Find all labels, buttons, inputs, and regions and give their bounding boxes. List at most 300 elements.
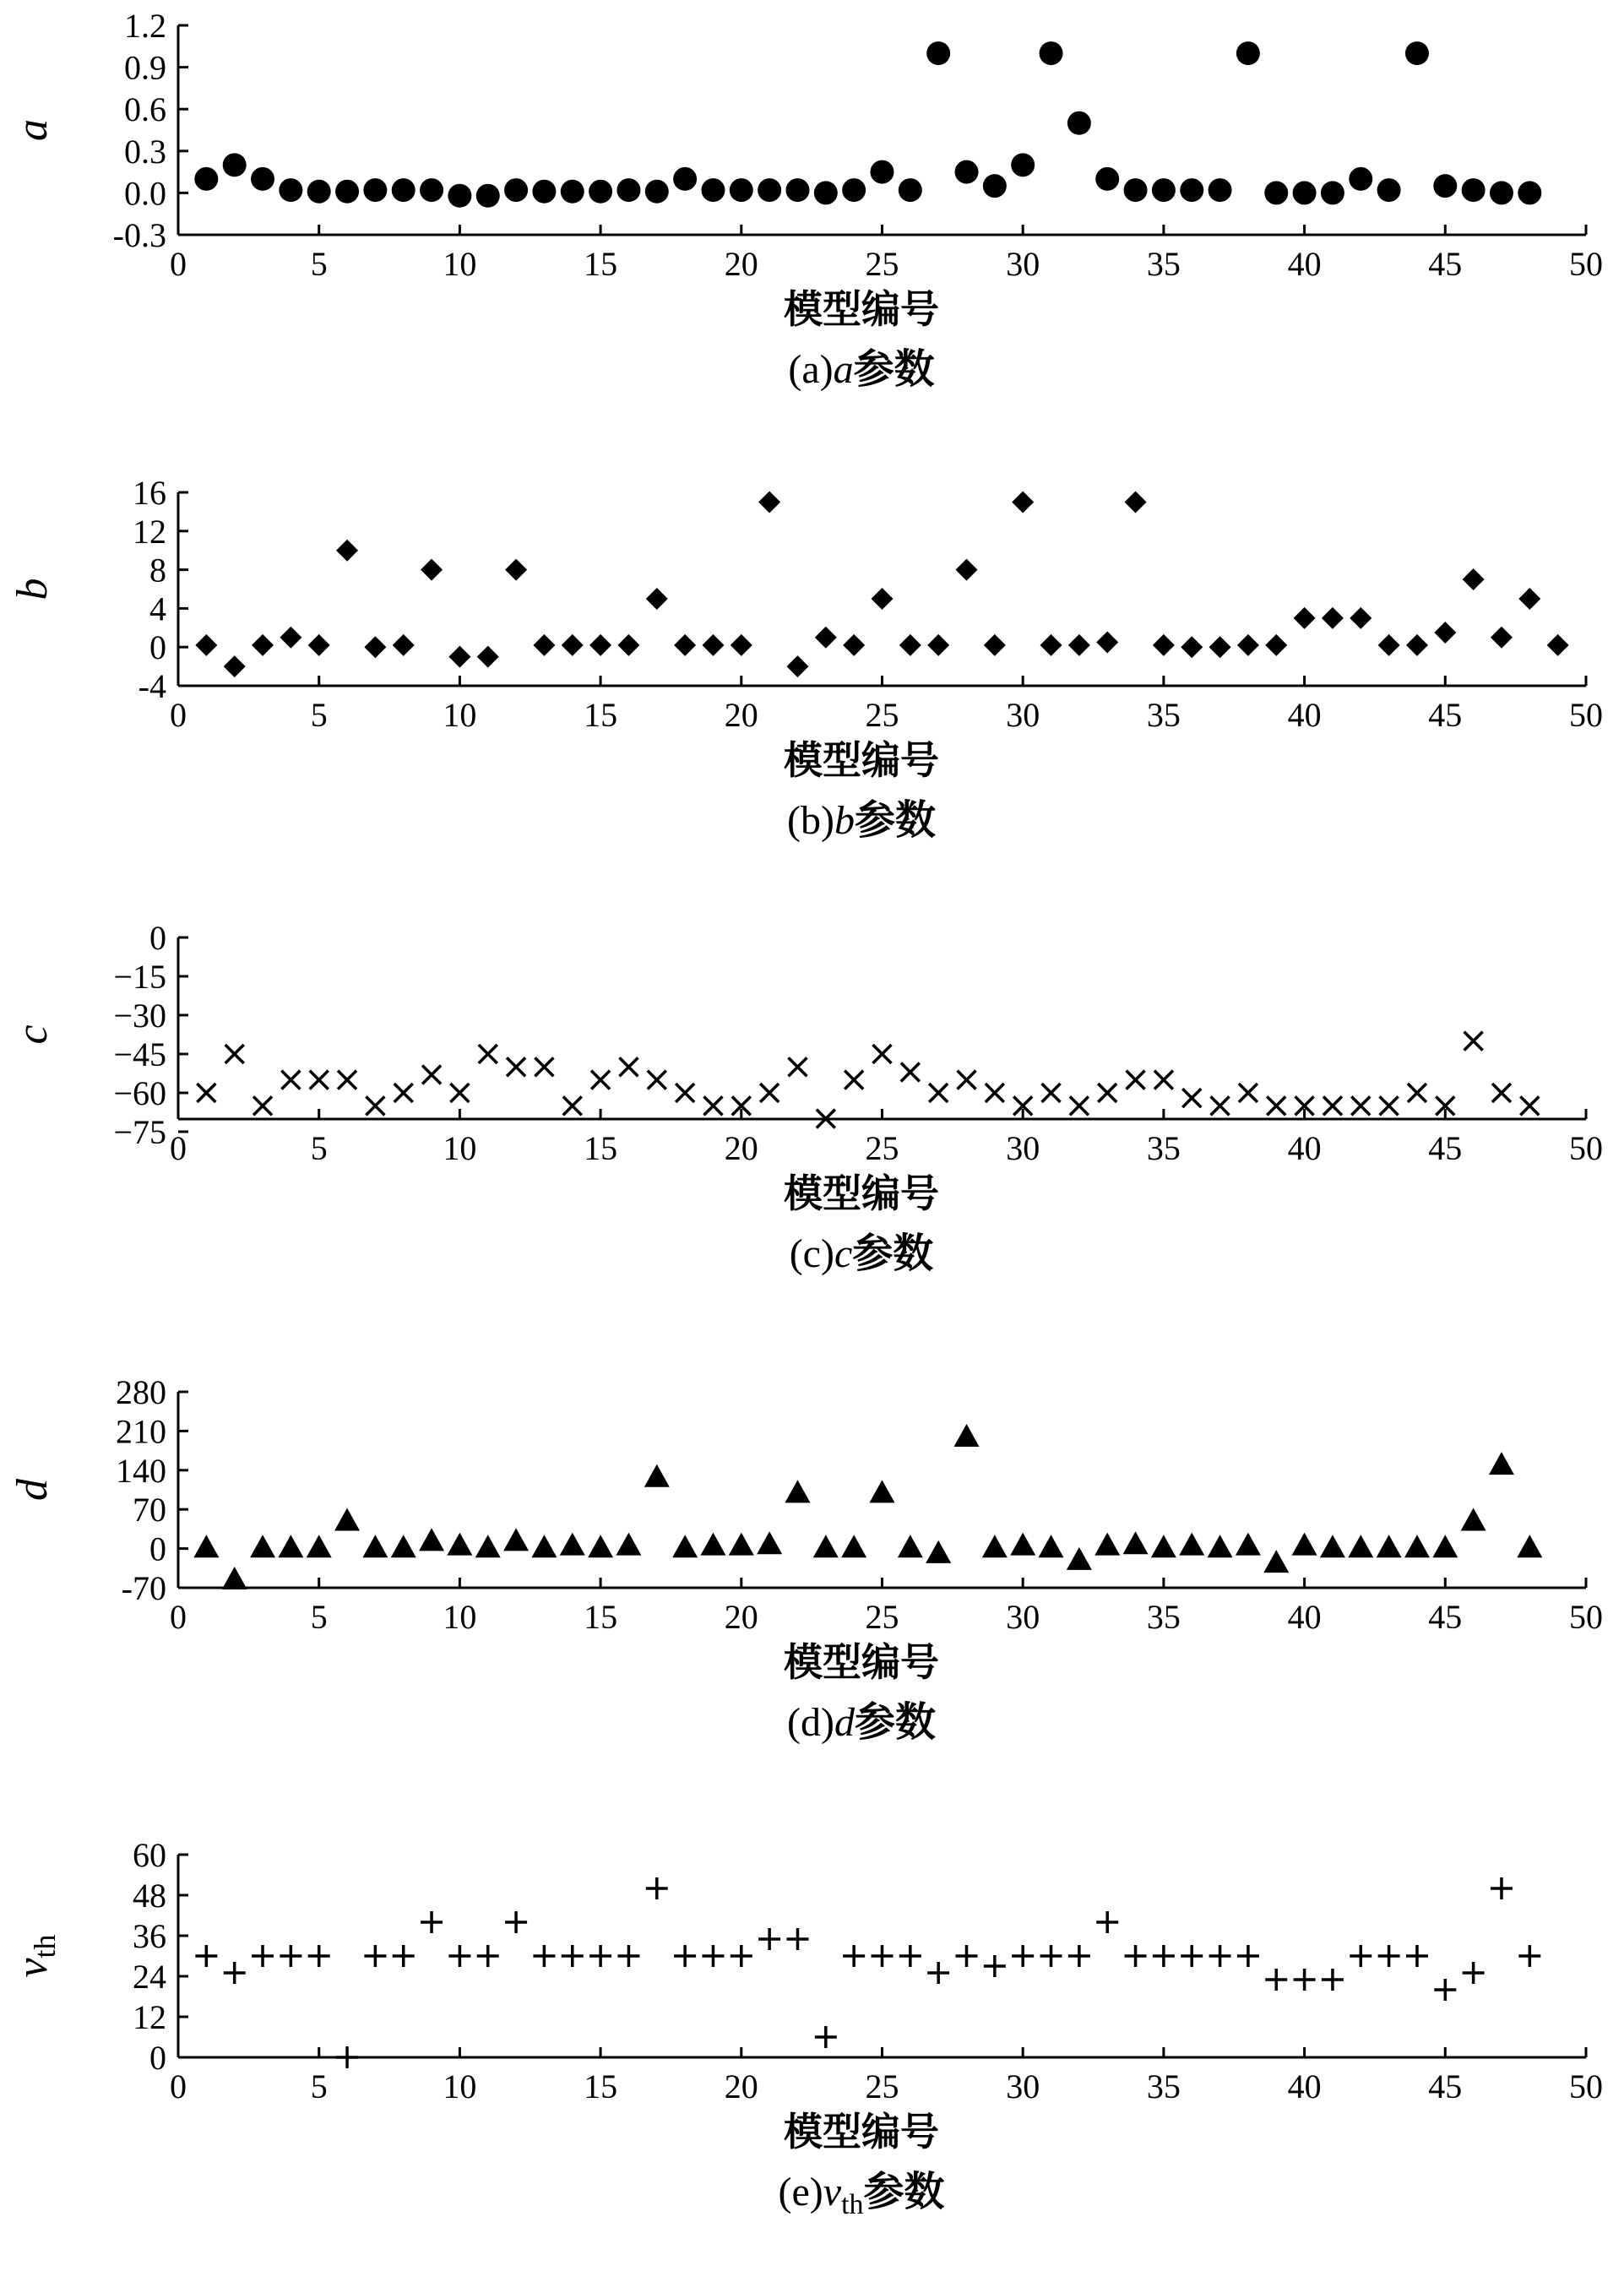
data-point [1489,1452,1514,1475]
data-point [1406,1945,1428,1967]
data-point [531,1535,557,1557]
data-point [1292,1533,1317,1556]
y-axis-label [8,1478,57,1501]
y-tick-label: −45 [113,1035,166,1073]
data-point [503,1528,529,1551]
x-tick-label: 10 [443,1598,477,1636]
data-point [560,1533,585,1556]
data-point [617,634,639,656]
data-point [222,1567,247,1589]
data-point [674,634,696,656]
y-tick-label: 36 [133,1917,166,1955]
data-point [1181,636,1203,658]
x-axis-title: 模型编号 [784,739,939,782]
data-point [702,1945,724,1967]
y-tick-label: 0 [149,2039,166,2077]
data-point [1380,1096,1399,1115]
data-point [479,1045,497,1063]
x-tick-label: 35 [1146,1598,1181,1636]
y-axis-label [8,1934,62,1977]
data-point [421,559,443,581]
y-tick-label: 280 [116,1373,166,1411]
data-point [1067,1547,1092,1570]
x-tick-label: 20 [724,1598,758,1636]
data-point [1547,634,1569,656]
data-point [392,178,416,202]
data-point [336,2046,358,2068]
chart-panel-2 [8,919,1603,1276]
y-tick-label: -70 [121,1569,166,1607]
data-point [760,1084,779,1102]
data-point [646,1877,668,1899]
data-point [785,1480,810,1502]
x-tick-label: 35 [1146,696,1181,734]
data-point [224,1962,246,1984]
data-point [1039,1535,1064,1557]
panel-caption [787,798,936,843]
data-point [1265,634,1287,656]
data-point [252,634,274,656]
data-point [644,1464,670,1487]
caption-suffix: 参数 [863,2170,945,2214]
caption-prefix: (b) [787,798,834,843]
data-point [901,1062,920,1081]
data-point [619,1057,638,1076]
data-point [616,1533,641,1556]
data-point [1040,41,1063,65]
data-point [1462,178,1485,202]
x-tick-label: 10 [443,245,477,283]
y-tick-label: 0 [149,628,166,667]
y-tick-label: 0 [149,1529,166,1568]
data-point [505,1911,527,1933]
data-point [676,1084,694,1102]
data-point [533,1945,555,1967]
data-point [394,1084,413,1102]
data-point [1181,1945,1203,1967]
data-point [1040,1945,1062,1967]
data-point [364,636,386,658]
data-point [1294,1969,1316,1991]
data-point [1096,631,1118,653]
x-tick-label: 30 [1006,1129,1040,1167]
data-point [448,184,471,208]
x-tick-label: 30 [1006,245,1040,283]
data-point [703,1096,722,1115]
y-axis-label [8,579,57,600]
data-point [1067,111,1091,135]
data-point [447,1533,472,1556]
x-axis-title: 模型编号 [784,1641,939,1684]
caption-suffix: 参数 [854,1700,936,1745]
y-tick-label: 0.9 [124,48,166,87]
x-tick-label: 40 [1287,245,1322,283]
data-point [841,1535,866,1557]
data-point [1236,1533,1261,1556]
data-point [1264,181,1288,204]
data-point [253,1096,272,1115]
caption-prefix: (d) [787,1700,834,1745]
data-point [310,1071,329,1089]
data-point [505,559,527,581]
data-point [1406,634,1428,656]
data-point [422,1066,441,1084]
data-point [1492,1084,1511,1102]
data-point [1377,1535,1402,1557]
data-point [731,634,752,656]
data-point [562,634,584,656]
x-tick-label: 20 [724,696,758,734]
y-tick-label: -0.3 [112,216,166,254]
x-tick-label: 0 [170,1598,187,1636]
data-point [673,167,697,191]
x-tick-label: 15 [584,696,618,734]
data-point [1350,607,1371,629]
data-point [224,655,246,677]
data-point [954,1424,980,1447]
x-tick-label: 20 [724,1129,758,1167]
data-point [1378,634,1400,656]
data-point [842,178,866,202]
data-point [391,1535,416,1557]
data-point [1125,491,1147,513]
data-points [195,1877,1540,2068]
x-tick-label: 35 [1146,2067,1181,2105]
data-point [450,1084,469,1102]
data-point [617,1945,639,1967]
data-point [421,1911,443,1933]
panel-caption [787,1700,936,1745]
y-tick-label: 12 [133,1998,166,2036]
data-point [1434,622,1456,644]
y-tick-label: 60 [133,1836,166,1874]
caption-suffix: 参数 [854,798,936,843]
data-point [701,178,725,202]
data-point [1267,1096,1285,1115]
x-tick-label: 45 [1428,1598,1463,1636]
data-point [1096,1911,1118,1933]
data-point [1068,634,1090,656]
data-point [926,1540,951,1563]
data-point [843,634,865,656]
data-point [278,1535,303,1557]
data-point [815,2026,837,2048]
caption-prefix: (e) [778,2170,823,2214]
x-tick-label: 25 [865,1129,899,1167]
data-point [1152,178,1176,202]
caption-var: b [834,798,855,843]
y-tick-label: 70 [133,1491,166,1529]
data-point [1518,181,1541,204]
data-point [1154,1071,1173,1089]
y-tick-label: −60 [113,1074,166,1112]
data-point [1012,1945,1034,1967]
x-tick-label: 15 [584,1598,618,1636]
y-axis-label-var: c [8,1024,57,1045]
x-tick-label: 25 [865,2067,899,2105]
data-point [843,1945,865,1967]
data-point [366,1096,384,1115]
x-tick-label: 15 [584,2067,618,2105]
data-point [1211,1096,1230,1115]
data-point [448,1945,470,1967]
data-point [1153,1945,1175,1967]
data-point [898,1535,923,1557]
data-point [562,1945,584,1967]
data-point [873,1045,892,1063]
data-point [730,178,753,202]
data-point [532,180,556,204]
data-point [648,1071,666,1089]
x-tick-label: 15 [584,1129,618,1167]
data-point [1127,1071,1145,1089]
data-point [757,1531,782,1554]
data-point [1012,491,1034,513]
data-point [1236,41,1260,65]
data-point [448,646,470,668]
x-tick-label: 20 [724,2067,758,2105]
x-tick-label: 0 [170,1129,187,1167]
data-point [1208,1535,1233,1557]
data-point [926,41,950,65]
data-point [1405,41,1429,65]
x-tick-label: 40 [1287,1129,1322,1167]
data-point [307,1535,332,1557]
data-point [280,627,301,649]
data-point [1209,1945,1231,1967]
data-point [813,1535,839,1557]
data-point [197,1084,215,1102]
x-tick-label: 0 [170,2067,187,2105]
data-point [986,1084,1004,1102]
data-point [958,1071,976,1089]
x-tick-label: 30 [1006,696,1040,734]
data-point [334,1508,360,1530]
data-point [561,180,584,204]
data-point [1068,1945,1090,1967]
data-point [645,180,669,204]
data-point [1348,1535,1373,1557]
data-point [393,1945,415,1967]
data-point [700,1533,725,1556]
data-point [1491,1877,1513,1899]
data-point [1294,607,1316,629]
data-point [1377,178,1401,202]
data-point [589,634,611,656]
data-point [1151,1535,1176,1557]
y-tick-label: 24 [133,1958,166,1996]
data-point [1237,1945,1259,1967]
data-point [1349,167,1372,191]
data-point [871,160,894,184]
data-point [1293,181,1317,204]
data-point [193,1535,219,1557]
x-tick-label: 25 [865,245,899,283]
x-tick-label: 50 [1569,1598,1603,1636]
x-tick-label: 0 [170,245,187,283]
y-tick-label: −30 [113,997,166,1035]
data-point [225,1045,244,1063]
data-point [591,1071,610,1089]
data-point [956,559,978,581]
caption-prefix: (a) [788,347,834,392]
data-point [1070,1096,1089,1115]
data-point [504,178,528,202]
y-axis-label-var: v [8,1958,57,1978]
data-point [788,1057,807,1076]
data-point [308,634,330,656]
x-tick-label: 40 [1287,1598,1322,1636]
data-point [223,153,247,177]
data-point [1237,634,1259,656]
data-point [338,1071,356,1089]
y-tick-label: 12 [133,512,166,551]
data-point [955,160,979,184]
data-point [814,181,838,204]
data-point [785,178,809,202]
data-point [1094,1533,1120,1556]
data-point [281,1071,300,1089]
data-point [786,655,808,677]
data-point [984,634,1006,656]
data-point [1321,181,1344,204]
x-tick-label: 50 [1569,696,1603,734]
data-point [899,1945,921,1967]
x-tick-label: 45 [1428,696,1463,734]
x-tick-label: 30 [1006,1598,1040,1636]
data-point [477,1945,499,1967]
data-point [1010,1533,1035,1556]
data-point [252,1945,274,1967]
data-point [475,1535,501,1557]
x-tick-label: 5 [310,1129,328,1167]
y-tick-label: 0.6 [124,90,166,129]
data-point [251,167,274,191]
x-tick-label: 35 [1146,1129,1181,1167]
data-point [1378,1945,1400,1967]
data-point [616,178,640,202]
data-point [563,1096,582,1115]
data-point [307,180,331,204]
x-tick-label: 25 [865,696,899,734]
x-tick-label: 5 [310,2067,328,2105]
data-point [646,588,668,610]
data-point [195,1945,217,1967]
y-tick-label: 8 [149,551,166,589]
panel-caption [788,347,934,392]
data-point [335,180,359,204]
data-point [983,174,1007,198]
caption-var: a [833,347,854,392]
caption-var: v [823,2170,842,2214]
y-tick-label: 48 [133,1877,166,1915]
data-point [1182,1089,1201,1107]
data-point [533,634,555,656]
x-tick-label: 35 [1146,245,1181,283]
data-point [250,1535,275,1557]
data-point [1323,1096,1342,1115]
data-point [929,1084,948,1102]
data-point [588,1535,613,1557]
data-point [364,1945,386,1967]
data-point [982,1535,1008,1557]
panel-caption [790,1231,934,1276]
data-point [899,178,922,202]
data-point [195,634,217,656]
data-point [872,1945,893,1967]
data-point [1153,634,1175,656]
data-point [1432,1535,1458,1557]
data-point [589,1945,611,1967]
data-point [1042,1084,1061,1102]
y-axis-label-sub: th [28,1934,62,1959]
y-tick-label: 16 [133,474,166,512]
data-point [194,167,218,191]
data-point [758,491,780,513]
data-point [1320,1535,1345,1557]
data-point [1208,178,1232,202]
y-axis-label-var: d [8,1479,57,1501]
data-point [1350,1945,1371,1967]
data-point [1095,167,1119,191]
data-point [758,178,781,202]
x-tick-label: 40 [1287,2067,1322,2105]
data-point [535,1057,553,1076]
x-tick-label: 20 [724,245,758,283]
x-axis-title: 模型编号 [784,1172,939,1215]
y-axis-label [8,1024,57,1044]
x-tick-label: 5 [310,245,328,283]
data-point [420,178,443,202]
data-point [956,1945,978,1967]
x-axis-title: 模型编号 [784,2111,939,2154]
data-point [1265,1969,1287,1991]
caption-var: d [834,1700,855,1745]
y-axis-label-var: a [8,119,57,141]
caption-suffix: 参数 [853,347,935,392]
data-point [279,178,302,202]
data-point [758,1928,780,1950]
data-point [1125,1945,1147,1967]
y-tick-label: 4 [149,589,166,628]
data-point [927,1962,949,1984]
chart-panel-0 [8,7,1603,392]
y-tick-label: −15 [113,958,166,996]
y-tick-label: 0 [149,919,166,957]
x-tick-label: 50 [1569,1129,1603,1167]
x-tick-label: 10 [443,2067,477,2105]
y-tick-label: -4 [138,667,166,705]
data-point [476,184,500,208]
y-tick-label: 1.2 [124,7,166,45]
data-point [1433,174,1457,198]
data-point [1209,636,1231,658]
data-point [336,540,358,562]
data-point [1463,1962,1485,1984]
data-point [1464,1032,1483,1051]
data-point [589,180,612,204]
x-tick-label: 10 [443,696,477,734]
data-point [1040,634,1062,656]
y-tick-label: 0.0 [124,174,166,213]
data-point [872,588,893,610]
data-point [1434,1979,1456,2001]
x-tick-label: 40 [1287,696,1322,734]
caption-var: c [834,1231,853,1276]
data-points [195,491,1568,677]
data-point [1322,1969,1344,1991]
x-tick-label: 45 [1428,245,1463,283]
